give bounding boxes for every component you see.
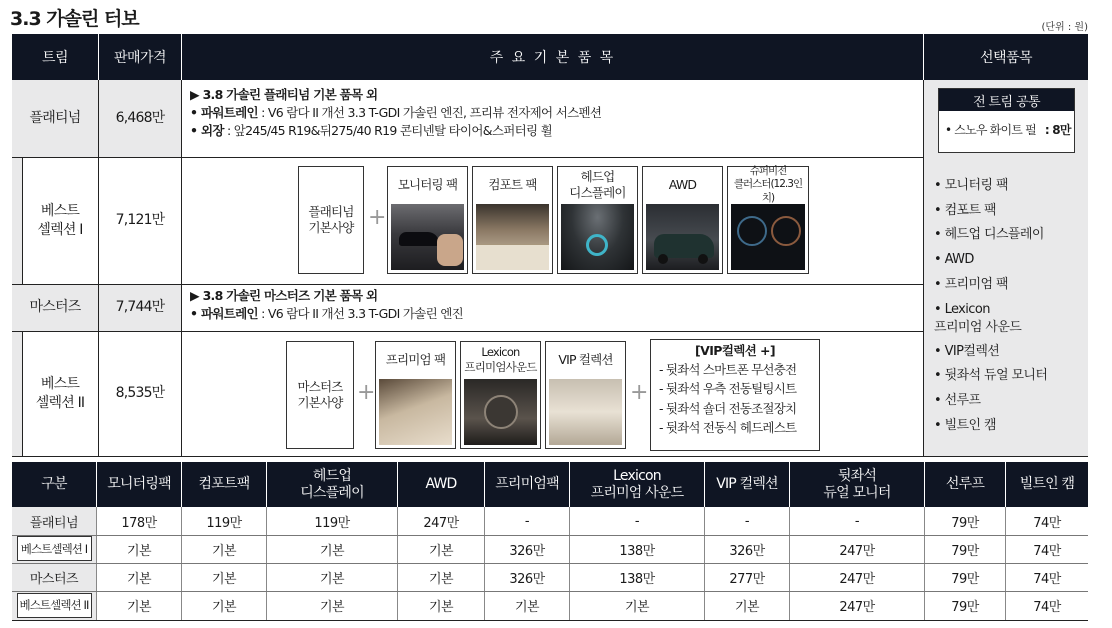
col-header: 뒷좌석 듀얼 모니터: [790, 462, 924, 507]
trim-masters: 마스터즈: [29, 299, 81, 316]
option-item: • 뒷좌석 듀얼 모니터: [934, 368, 1048, 384]
pack-vip: [545, 341, 626, 449]
price-table: [12, 462, 1088, 622]
table-cell: 79만: [951, 515, 979, 531]
pack-vip-label: VIP 컬렉션: [558, 351, 613, 367]
pack-lexicon-label: Lexicon 프리미엄사운드: [464, 345, 537, 374]
masters-powertrain-label: • 파워트레인: [190, 306, 258, 322]
best2-base-line2: 기본사양: [297, 395, 343, 410]
powertrain-text: : V6 람다 II 개선 3.3 T-GDI 가솔린 엔진, 프리뷰 전자제어 서스펜션: [257, 105, 602, 121]
platinum-description: [190, 86, 910, 140]
divider: [98, 80, 99, 456]
table-cell: 기본: [319, 599, 345, 615]
table-cell: 기본: [514, 599, 540, 615]
common-option-item: • 스노우 화이트 펄: [945, 123, 1036, 137]
trim-best2-line2: 셀렉션 II: [35, 394, 85, 411]
header-price: 판매가격: [99, 34, 181, 80]
option-item: • 선루프: [934, 392, 981, 408]
powertrain-label: • 파워트레인: [190, 105, 258, 121]
common-option-title: 전 트림 공통: [939, 89, 1074, 111]
header-main-items: 주 요 기 본 품 목: [182, 34, 923, 80]
table-cell: 기본: [211, 543, 237, 559]
table-cell: 119만: [206, 515, 242, 531]
table-cell: 기본: [211, 599, 237, 615]
price-platinum: 6,468만: [115, 110, 165, 127]
table-cell: 247만: [839, 599, 875, 615]
monitoring-photo: [391, 204, 464, 270]
exterior-text: : 앞245/45 R19&뒤275/40 R19 콘티넨탈 타이어&스퍼터링 휠: [223, 123, 553, 139]
best1-base-line1: 플래티넘: [308, 203, 354, 219]
trim-best2-line1: 베스트: [40, 375, 80, 392]
table-cell: 326만: [509, 571, 545, 587]
table-cell: 기본: [734, 599, 760, 615]
masters-line2: [190, 305, 910, 323]
option-item: • VIP컬렉션: [934, 343, 1000, 359]
table-cell: -: [744, 513, 750, 529]
table-cell: -: [854, 513, 860, 529]
divider: [12, 284, 923, 285]
table-cell: 247만: [839, 543, 875, 559]
best2-base-box: [286, 341, 354, 449]
pack-monitoring: [387, 166, 468, 274]
table-cell: 74만: [1033, 599, 1061, 615]
pack-hud-label: 헤드업 디스플레이: [569, 168, 626, 200]
pack-cluster: [727, 166, 809, 274]
plus-icon: +: [357, 380, 376, 405]
table-cell: 277만: [729, 571, 765, 587]
comfort-photo: [476, 204, 549, 270]
table-cell: 기본: [211, 571, 237, 587]
masters-line1: ▶ 3.8 가솔린 마스터즈 기본 품목 외: [190, 288, 378, 303]
col-header: 컴포트팩: [182, 462, 266, 507]
pack-awd: [642, 166, 723, 274]
divider: [923, 80, 924, 456]
table-cell: 326만: [729, 543, 765, 559]
price-best2: 8,535만: [115, 385, 165, 402]
header-trim: 트림: [12, 34, 98, 80]
table-cell: 74만: [1033, 543, 1061, 559]
divider: [12, 535, 1088, 536]
col-header: 헤드업 디스플레이: [267, 462, 397, 507]
hud-photo: [561, 204, 634, 270]
table-cell: 247만: [839, 571, 875, 587]
pack-premium: [375, 341, 456, 449]
divider: [22, 331, 23, 456]
row-label: 마스터즈: [29, 571, 79, 587]
table-cell: 138만: [619, 543, 655, 559]
vip-plus-list: [659, 360, 811, 438]
col-header: 빌트인 캠: [1006, 462, 1088, 507]
unit-note: (단위 : 원): [1041, 22, 1088, 33]
price-best1: 7,121만: [115, 212, 165, 229]
table-cell: 79만: [951, 571, 979, 587]
divider: [12, 456, 1088, 457]
option-item: • 헤드업 디스플레이: [934, 227, 1044, 243]
trim-best1: [22, 157, 98, 284]
pack-lexicon: [460, 341, 541, 449]
table-cell: 기본: [428, 599, 454, 615]
divider: [181, 80, 182, 456]
table-cell: 326만: [509, 543, 545, 559]
table-cell: -: [524, 513, 530, 529]
pack-hud: [557, 166, 638, 274]
trim-best1-line1: 베스트: [40, 202, 80, 219]
masters-description: [190, 287, 910, 323]
row-label: 플래티넘: [29, 515, 79, 531]
header-options: 선택품목: [924, 34, 1088, 80]
table-cell: 기본: [624, 599, 650, 615]
awd-photo: [646, 204, 719, 270]
divider: [12, 331, 923, 332]
pack-awd-label: AWD: [668, 176, 697, 192]
trim-platinum: 플래티넘: [29, 110, 81, 127]
table-cell: 74만: [1033, 515, 1061, 531]
vip-photo: [549, 379, 622, 445]
vip-item: - 뒷좌석 스마트폰 무선충전: [659, 361, 797, 377]
option-item: • 빌트인 캠: [934, 417, 996, 433]
table-cell: 119만: [314, 515, 350, 531]
table-cell: 기본: [126, 543, 152, 559]
option-item: • 프리미엄 팩: [934, 276, 1008, 292]
table-cell: 247만: [423, 515, 459, 531]
pack-comfort: [472, 166, 553, 274]
option-item: • AWD: [934, 252, 974, 268]
option-item: • 모니터링 팩: [934, 178, 1008, 193]
platinum-line3: [190, 122, 910, 140]
option-item: • Lexicon 프리미엄 사운드: [934, 302, 1022, 335]
price-masters: 7,744만: [115, 299, 165, 316]
divider: [12, 620, 1088, 621]
common-option-price: : 8만: [1044, 123, 1071, 137]
table-cell: 기본: [319, 543, 345, 559]
cluster-photo: [731, 204, 805, 270]
lexicon-photo: [464, 379, 537, 445]
common-option-row: [939, 111, 1074, 138]
best2-base-line1: 마스터즈: [297, 378, 343, 394]
common-option-box: [938, 88, 1075, 153]
option-list: [934, 174, 1084, 438]
col-header: Lexicon 프리미엄 사운드: [570, 462, 704, 507]
table-cell: 79만: [951, 543, 979, 559]
table-cell: 178만: [121, 515, 157, 531]
vip-plus-title: [VIP컬렉션 +]: [695, 343, 775, 358]
table-cell: 기본: [126, 599, 152, 615]
table-cell: -: [634, 513, 640, 529]
divider: [12, 591, 1088, 592]
divider: [22, 157, 23, 284]
table-cell: 기본: [126, 571, 152, 587]
pack-premium-label: 프리미엄 팩: [385, 351, 446, 367]
col-header: 모니터링팩: [97, 462, 181, 507]
pack-cluster-label: 슈퍼비전 클러스터(12.3인치): [733, 164, 803, 204]
table-cell: 기본: [428, 543, 454, 559]
col-header: AWD: [398, 462, 484, 507]
divider: [12, 563, 1088, 564]
vip-item: - 뒷좌석 전동식 헤드레스트: [659, 420, 797, 435]
table-cell: 79만: [951, 599, 979, 615]
table-cell: 기본: [319, 571, 345, 587]
best1-base-line2: 기본사양: [308, 220, 354, 235]
exterior-label: • 외장: [190, 123, 224, 139]
premium-photo: [379, 379, 452, 445]
table-cell: 138만: [619, 571, 655, 587]
row-label: 베스트셀렉션 II: [19, 598, 89, 612]
best1-base-box: [298, 166, 364, 274]
divider: [12, 157, 923, 158]
page-title: 3.3 가솔린 터보: [10, 8, 139, 30]
pack-monitoring-label: 모니터링 팩: [397, 176, 458, 192]
plus-icon: +: [368, 205, 387, 230]
platinum-line2: [190, 104, 910, 122]
platinum-line1: ▶ 3.8 가솔린 플래티넘 기본 품목 외: [190, 87, 378, 102]
option-item: • 컴포트 팩: [934, 202, 996, 218]
col-header: 구분: [12, 462, 96, 507]
col-header: VIP 컬렉션: [705, 462, 789, 507]
trim-best1-line2: 셀렉션 I: [37, 221, 83, 238]
trim-best2: [22, 331, 98, 456]
col-header: 프리미엄팩: [485, 462, 569, 507]
vip-plus-box: [650, 339, 820, 451]
table-cell: 74만: [1033, 571, 1061, 587]
pack-comfort-label: 컴포트 팩: [488, 176, 537, 192]
vip-item: - 뒷좌석 숄더 전동조절장치: [659, 400, 797, 416]
vip-item: - 뒷좌석 우측 전동틸팅시트: [659, 381, 797, 397]
plus-icon: +: [630, 380, 649, 405]
masters-powertrain-text: : V6 람다 II 개선 3.3 T-GDI 가솔린 엔진: [257, 306, 463, 322]
col-header: 선루프: [925, 462, 1005, 507]
table-cell: 기본: [428, 571, 454, 587]
row-label: 베스트셀렉션 I: [20, 542, 88, 556]
